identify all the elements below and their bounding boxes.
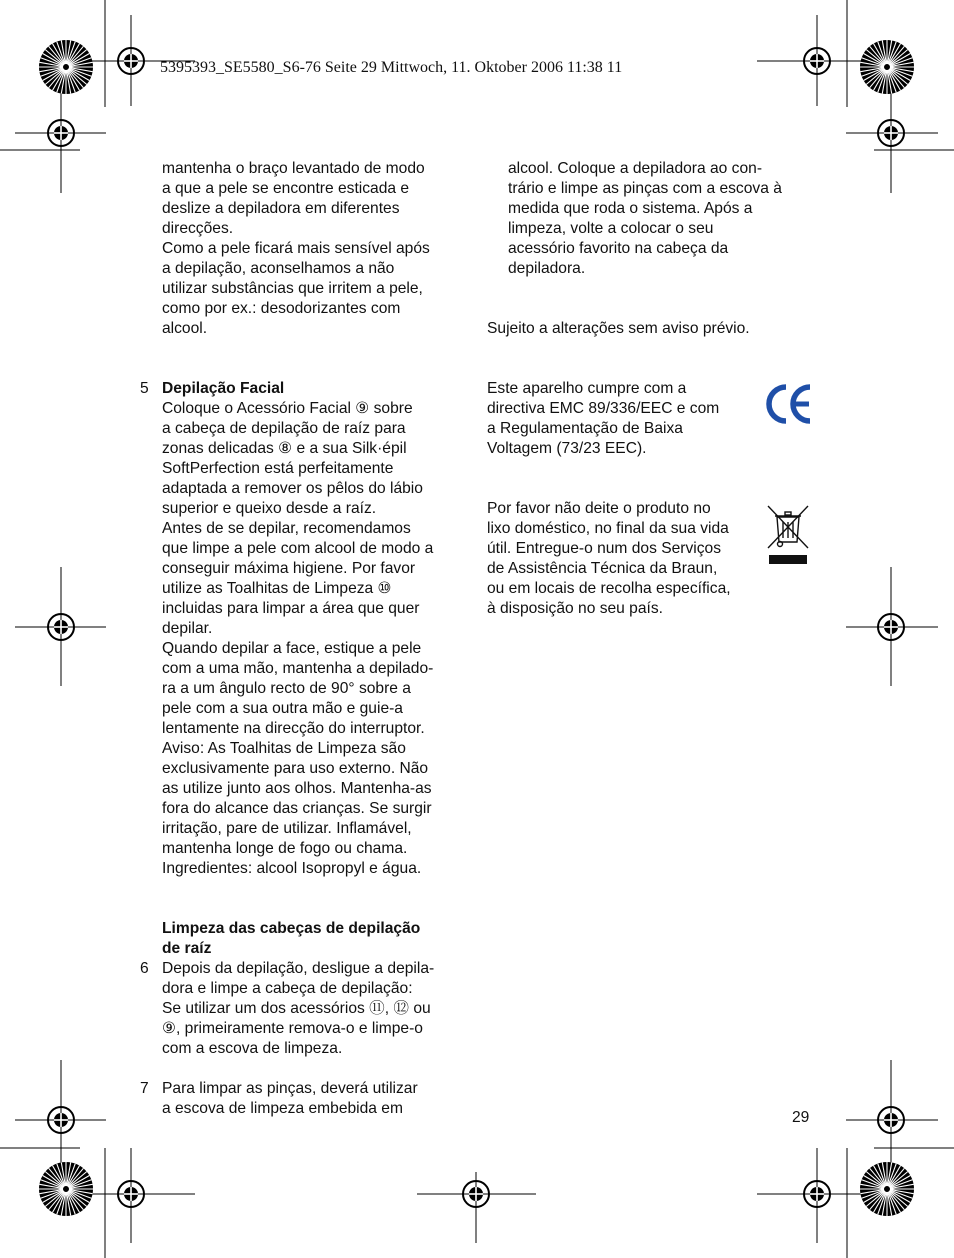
section-heading: de raíz <box>162 940 212 957</box>
text-line: Por favor não deite o produto no <box>487 500 711 517</box>
text-line: adaptada a remover os pêlos do lábio <box>162 480 423 497</box>
text-line: Aviso: As Toalhitas de Limpeza são <box>162 740 406 757</box>
text-line: a Regulamentação de Baixa <box>487 420 683 437</box>
text-line: à disposição no seu país. <box>487 600 663 617</box>
text-line: deslize a depiladora em diferentes <box>162 200 400 217</box>
text-line: a escova de limpeza embebida em <box>162 1100 403 1117</box>
text-line: directiva EMC 89/336/EEC e com <box>487 400 720 417</box>
text-line: zonas delicadas ⑧ e a sua Silk·épil <box>162 440 407 457</box>
step-7-continuation <box>487 159 817 279</box>
left-column <box>140 159 482 1119</box>
text-line: de Assistência Técnica da Braun, <box>487 560 718 577</box>
text-line: como por ex.: desodorizantes com <box>162 300 401 317</box>
page-number: 29 <box>792 1109 810 1126</box>
text-line: conseguir máxima higiene. Por favor <box>162 560 416 577</box>
text-line: ⑨, primeiramente remova-o e limpe-o <box>162 1020 423 1037</box>
text-line: direcções. <box>162 220 234 237</box>
text-line: Este aparelho cumpre com a <box>487 380 687 397</box>
text-line: limpeza, volte a colocar o seu <box>508 220 714 237</box>
text-line: Se utilizar um dos acessórios ⑪, ⑫ ou <box>162 1000 431 1017</box>
text-line: depilar. <box>162 620 213 637</box>
text-line: as utilize junto aos olhos. Mantenha-as <box>162 780 432 797</box>
text-line: Para limpar as pinças, deverá utilizar <box>162 1080 418 1097</box>
text-line: incluidas para limpar a área que quer <box>162 600 420 617</box>
text-line: Quando depilar a face, estique a pele <box>162 640 422 657</box>
section-heading: Depilação Facial <box>162 380 285 397</box>
text-line: lixo doméstico, no final da sua vida <box>487 520 729 537</box>
text-line: exclusivamente para uso externo. Não <box>162 760 429 777</box>
text-line: alcool. <box>162 320 208 337</box>
subject-to-change-notice: Sujeito a alterações sem aviso prévio. <box>487 320 750 337</box>
text-line: mantenha o braço levantado de modo <box>162 160 425 177</box>
text-line: Voltagem (73/23 EEC). <box>487 440 647 457</box>
crossed-out-wheelie-bin-icon <box>766 504 810 566</box>
text-line: dora e limpe a cabeça de depilação: <box>162 980 413 997</box>
text-line: utilizar substâncias que irritem a pele, <box>162 280 423 297</box>
text-line: lentamente na direcção do interruptor. <box>162 720 425 737</box>
text-line: a cabeça de depilação de raíz para <box>162 420 406 437</box>
text-line: pele com a sua outra mão e guie-a <box>162 700 403 717</box>
color-wheel-icon <box>39 1162 93 1216</box>
text-line: Coloque o Acessório Facial ⑨ sobre <box>162 400 413 417</box>
text-line: alcool. Coloque a depiladora ao con- <box>508 160 763 177</box>
text-line: superior e queixo desde a raíz. <box>162 500 377 517</box>
step-7 <box>140 1079 482 1119</box>
text-line: medida que roda o sistema. Após a <box>508 200 753 217</box>
section-5-facial-depilation <box>140 379 482 879</box>
text-line: utilize as Toalhitas de Limpeza ⑩ <box>162 580 392 597</box>
text-line: ra a um ângulo recto de 90° sobre a <box>162 680 411 697</box>
text-line: com a escova de limpeza. <box>162 1040 343 1057</box>
text-line: ou em locais de recolha específica, <box>487 580 731 597</box>
step-number: 7 <box>140 1080 149 1097</box>
section-heading: Limpeza das cabeças de depilação <box>162 920 421 937</box>
step-6 <box>140 959 482 1059</box>
step-number: 6 <box>140 960 149 977</box>
text-line: acessório favorito na cabeça da <box>508 240 729 257</box>
text-line: Como a pele ficará mais sensível após <box>162 240 430 257</box>
color-wheel-icon <box>860 40 914 94</box>
intro-paragraph <box>162 159 482 339</box>
text-line: Antes de se depilar, recomendamos <box>162 520 411 537</box>
print-slug: 5395393_SE5580_S6-76 Seite 29 Mittwoch, 11. Oktober 2006 11:38 11 <box>160 59 623 76</box>
text-line: Depois da depilação, desligue a depila- <box>162 960 435 977</box>
text-line: Ingredientes: alcool Isopropyl e água. <box>162 860 422 877</box>
text-line: mantenha longe de fogo ou chama. <box>162 840 408 857</box>
text-line: fora do alcance das crianças. Se surgir <box>162 800 432 817</box>
text-line: com a uma mão, mantenha a depilado- <box>162 660 434 677</box>
color-wheel-icon <box>39 40 93 94</box>
text-line: a depilação, aconselhamos a não <box>162 260 395 277</box>
text-line: que limpe a pele com alcool de modo a <box>162 540 434 557</box>
text-line: SoftPerfection está perfeitamente <box>162 460 394 477</box>
text-line: útil. Entregue-o num dos Serviços <box>487 540 722 557</box>
color-wheel-icon <box>860 1162 914 1216</box>
ce-mark-icon <box>765 383 813 425</box>
cleaning-heading <box>162 919 482 959</box>
text-line: trário e limpe as pinças com a escova à <box>508 180 782 197</box>
text-line: a que a pele se encontre esticada e <box>162 180 410 197</box>
text-line: irritação, pare de utilizar. Inflamável, <box>162 820 412 837</box>
step-number: 5 <box>140 380 149 397</box>
text-line: depiladora. <box>508 260 586 277</box>
